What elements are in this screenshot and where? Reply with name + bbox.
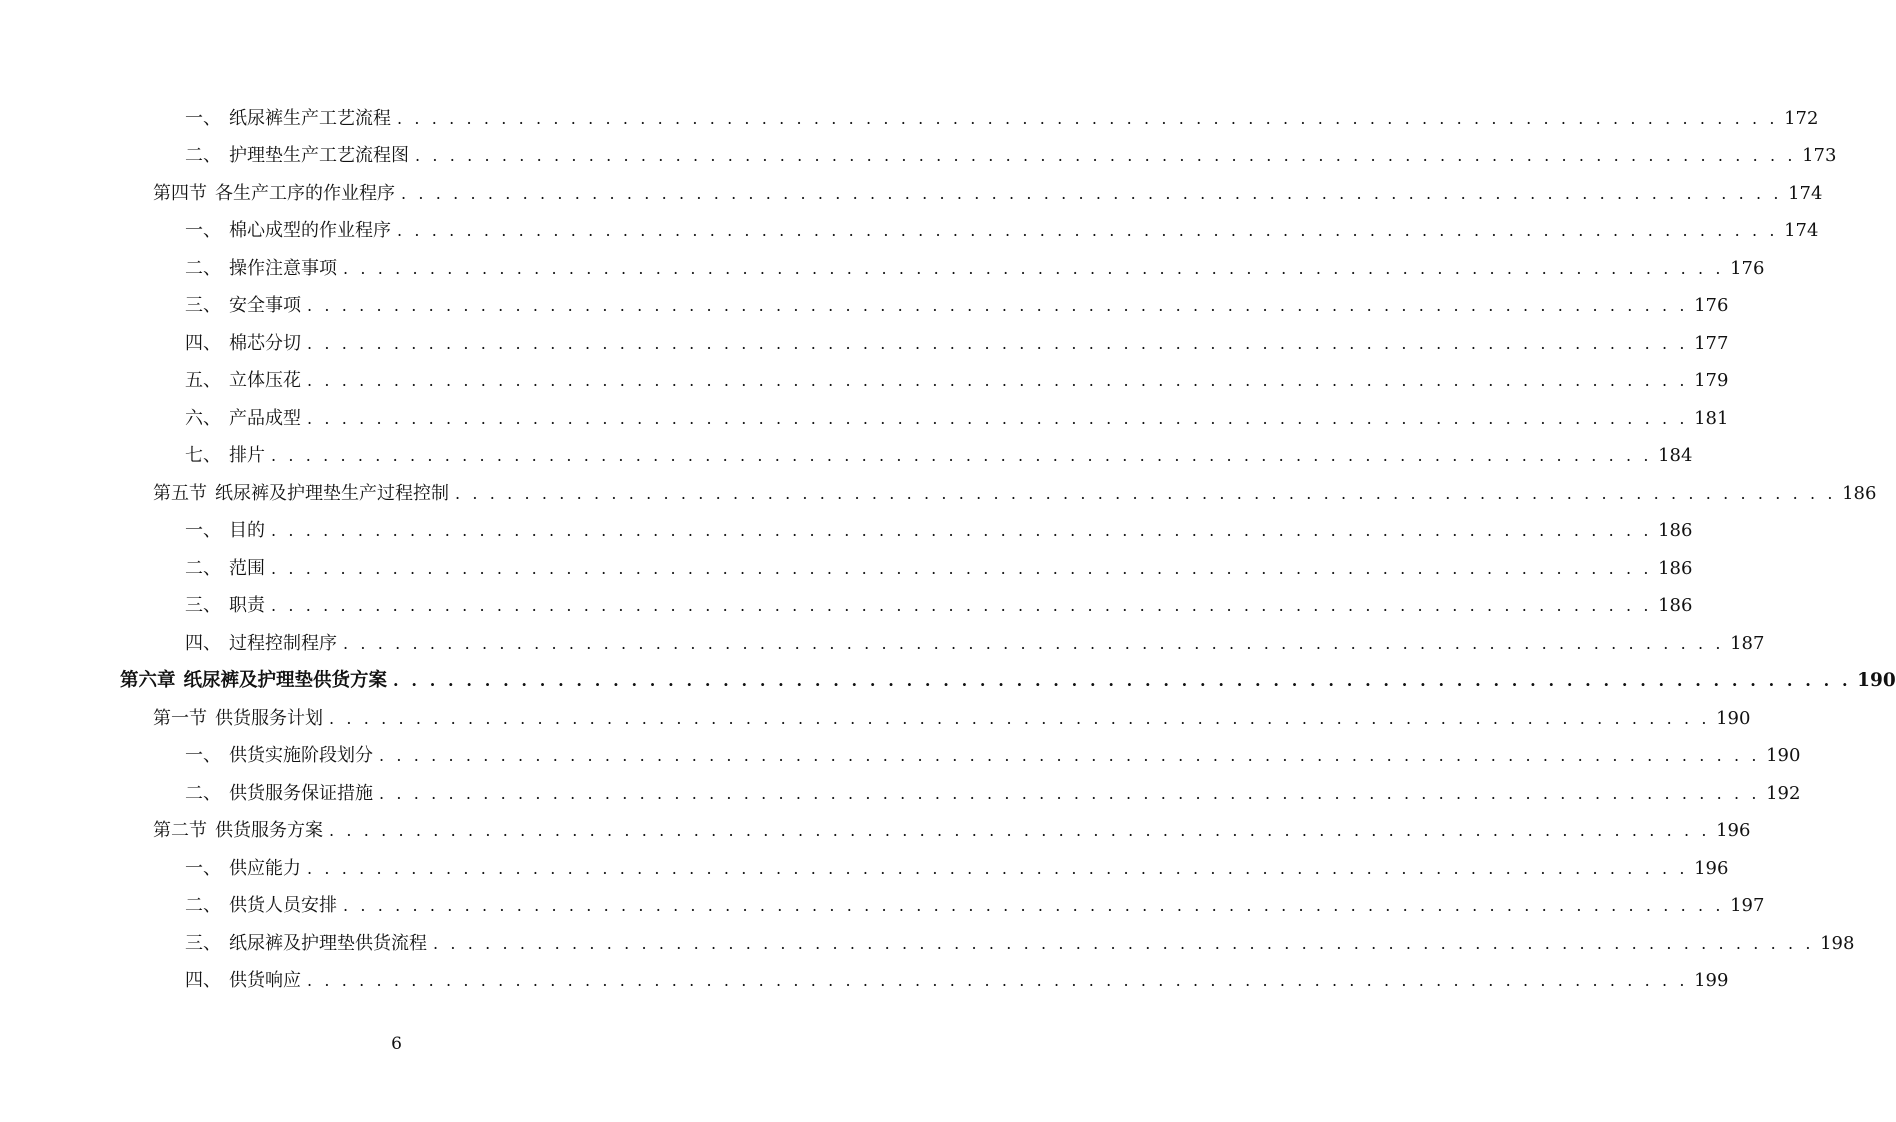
toc-dot-leader: . . . . . . . . . . . . . . . . . . . . . . . . . . . . . . . . . . . . . . . . . . . . . . . . . . . . . . . . . . . . . . . . . . . . . . . . . . . . . . . . bbox=[271, 596, 1653, 616]
toc-entry-title bbox=[185, 895, 337, 917]
toc-entry-title bbox=[185, 333, 301, 355]
toc-entry-prefix: 七、 bbox=[185, 445, 221, 467]
toc-entry-level2[interactable] bbox=[0, 475, 1877, 513]
toc-dot-leader: . . . . . . . . . . . . . . . . . . . . . . . . . . . . . . . . . . . . . . . . . . . . . . . . . . . . . . . . . . . . . . . . . . . . . . . . . . . . . . . . bbox=[271, 446, 1653, 466]
toc-entry-title bbox=[153, 483, 449, 505]
toc-entry-page: 187 bbox=[1730, 632, 1765, 654]
toc-entry-level3[interactable] bbox=[0, 963, 1729, 1001]
toc-entry-text: 过程控制程序 bbox=[229, 632, 337, 654]
toc-entry-title bbox=[185, 595, 265, 617]
toc-dot-leader: . . . . . . . . . . . . . . . . . . . . . . . . . . . . . . . . . . . . . . . . . . . . . . . . . . . . . . . . . . . . . . . . . . . . . . . . . . . . . . . . bbox=[329, 708, 1711, 728]
toc-entry-text: 供应能力 bbox=[229, 857, 301, 879]
toc-entry-page: 186 bbox=[1658, 520, 1693, 542]
toc-entry-prefix: 一、 bbox=[185, 745, 221, 767]
table-of-contents bbox=[0, 100, 1896, 1000]
toc-entry-level3[interactable] bbox=[0, 250, 1765, 288]
toc-dot-leader: . . . . . . . . . . . . . . . . . . . . . . . . . . . . . . . . . . . . . . . . . . . . . . . . . . . . . . . . . . . . . . . . . . . . . . . . . . . . . . . . bbox=[271, 558, 1653, 578]
toc-entry-prefix: 第二节 bbox=[153, 820, 207, 842]
toc-entry-prefix: 二、 bbox=[185, 145, 221, 167]
toc-entry-title bbox=[185, 145, 409, 167]
toc-entry-text: 安全事项 bbox=[229, 295, 301, 317]
toc-entry-page: 186 bbox=[1658, 557, 1693, 579]
toc-entry-title bbox=[185, 970, 301, 992]
toc-entry-page: 190 bbox=[1857, 670, 1896, 692]
toc-entry-title bbox=[185, 558, 265, 580]
toc-entry-level3[interactable] bbox=[0, 588, 1693, 626]
toc-entry-title bbox=[185, 783, 373, 805]
toc-entry-title bbox=[185, 295, 301, 317]
toc-entry-text: 职责 bbox=[229, 595, 265, 617]
toc-dot-leader: . . . . . . . . . . . . . . . . . . . . . . . . . . . . . . . . . . . . . . . . . . . . . . . . . . . . . . . . . . . . . . . . . . . . . . . . . . . . . . . . bbox=[393, 671, 1852, 691]
toc-entry-prefix: 六、 bbox=[185, 407, 221, 429]
toc-dot-leader: . . . . . . . . . . . . . . . . . . . . . . . . . . . . . . . . . . . . . . . . . . . . . . . . . . . . . . . . . . . . . . . . . . . . . . . . . . . . . . . . bbox=[307, 971, 1689, 991]
toc-dot-leader: . . . . . . . . . . . . . . . . . . . . . . . . . . . . . . . . . . . . . . . . . . . . . . . . . . . . . . . . . . . . . . . . . . . . . . . . . . . . . . . . bbox=[415, 146, 1797, 166]
toc-entry-level3[interactable] bbox=[0, 625, 1765, 663]
toc-entry-prefix: 一、 bbox=[185, 520, 221, 542]
toc-entry-title bbox=[185, 220, 391, 242]
toc-entry-page: 190 bbox=[1766, 745, 1801, 767]
toc-entry-prefix: 四、 bbox=[185, 332, 221, 354]
toc-entry-page: 177 bbox=[1694, 332, 1729, 354]
toc-entry-title bbox=[185, 408, 301, 430]
toc-entry-page: 197 bbox=[1730, 895, 1765, 917]
toc-entry-level3[interactable] bbox=[0, 363, 1729, 401]
toc-entry-page: 186 bbox=[1658, 595, 1693, 617]
toc-entry-prefix: 三、 bbox=[185, 932, 221, 954]
toc-dot-leader: . . . . . . . . . . . . . . . . . . . . . . . . . . . . . . . . . . . . . . . . . . . . . . . . . . . . . . . . . . . . . . . . . . . . . . . . . . . . . . . . bbox=[307, 408, 1689, 428]
toc-dot-leader: . . . . . . . . . . . . . . . . . . . . . . . . . . . . . . . . . . . . . . . . . . . . . . . . . . . . . . . . . . . . . . . . . . . . . . . . . . . . . . . . bbox=[455, 483, 1837, 503]
toc-entry-level3[interactable] bbox=[0, 100, 1819, 138]
toc-entry-text: 纸尿裤生产工艺流程 bbox=[229, 107, 391, 129]
toc-entry-title bbox=[185, 745, 373, 767]
toc-entry-text: 纸尿裤及护理垫供货流程 bbox=[229, 932, 427, 954]
toc-entry-level3[interactable] bbox=[0, 288, 1729, 326]
toc-dot-leader: . . . . . . . . . . . . . . . . . . . . . . . . . . . . . . . . . . . . . . . . . . . . . . . . . . . . . . . . . . . . . . . . . . . . . . . . . . . . . . . . bbox=[307, 296, 1689, 316]
toc-dot-leader: . . . . . . . . . . . . . . . . . . . . . . . . . . . . . . . . . . . . . . . . . . . . . . . . . . . . . . . . . . . . . . . . . . . . . . . . . . . . . . . . bbox=[307, 858, 1689, 878]
toc-entry-text: 目的 bbox=[229, 520, 265, 542]
toc-entry-level3[interactable] bbox=[0, 400, 1729, 438]
toc-entry-prefix: 第一节 bbox=[153, 707, 207, 729]
toc-entry-prefix: 第六章 bbox=[120, 670, 176, 692]
toc-entry-level3[interactable] bbox=[0, 888, 1765, 926]
toc-entry-level3[interactable] bbox=[0, 738, 1801, 776]
toc-entry-page: 190 bbox=[1716, 707, 1751, 729]
toc-entry-text: 供货服务计划 bbox=[215, 707, 323, 729]
toc-entry-level3[interactable] bbox=[0, 438, 1693, 476]
toc-entry-prefix: 三、 bbox=[185, 295, 221, 317]
toc-entry-page: 181 bbox=[1694, 407, 1729, 429]
toc-entry-level1[interactable] bbox=[0, 663, 1896, 701]
toc-entry-text: 供货服务方案 bbox=[215, 820, 323, 842]
toc-entry-title bbox=[185, 108, 391, 130]
toc-entry-title bbox=[153, 820, 323, 842]
toc-entry-text: 产品成型 bbox=[229, 407, 301, 429]
toc-entry-page: 196 bbox=[1716, 820, 1751, 842]
toc-entry-level3[interactable] bbox=[0, 775, 1801, 813]
toc-entry-text: 护理垫生产工艺流程图 bbox=[229, 145, 409, 167]
toc-entry-title bbox=[153, 708, 323, 730]
toc-entry-title bbox=[185, 258, 337, 280]
toc-entry-prefix: 一、 bbox=[185, 107, 221, 129]
toc-entry-text: 排片 bbox=[229, 445, 265, 467]
toc-entry-level2[interactable] bbox=[0, 700, 1751, 738]
toc-dot-leader: . . . . . . . . . . . . . . . . . . . . . . . . . . . . . . . . . . . . . . . . . . . . . . . . . . . . . . . . . . . . . . . . . . . . . . . . . . . . . . . . bbox=[307, 371, 1689, 391]
toc-entry-prefix: 二、 bbox=[185, 782, 221, 804]
toc-dot-leader: . . . . . . . . . . . . . . . . . . . . . . . . . . . . . . . . . . . . . . . . . . . . . . . . . . . . . . . . . . . . . . . . . . . . . . . . . . . . . . . . bbox=[397, 108, 1779, 128]
toc-entry-text: 供货响应 bbox=[229, 970, 301, 992]
toc-entry-title bbox=[185, 520, 265, 542]
toc-entry-prefix: 第四节 bbox=[153, 182, 207, 204]
toc-entry-prefix: 一、 bbox=[185, 857, 221, 879]
toc-entry-level3[interactable] bbox=[0, 138, 1837, 176]
toc-entry-prefix: 三、 bbox=[185, 595, 221, 617]
toc-entry-page: 198 bbox=[1820, 932, 1855, 954]
toc-entry-level3[interactable] bbox=[0, 513, 1693, 551]
toc-entry-page: 196 bbox=[1694, 857, 1729, 879]
toc-entry-page: 172 bbox=[1784, 107, 1819, 129]
toc-entry-level3[interactable] bbox=[0, 213, 1819, 251]
toc-entry-page: 184 bbox=[1658, 445, 1693, 467]
toc-dot-leader: . . . . . . . . . . . . . . . . . . . . . . . . . . . . . . . . . . . . . . . . . . . . . . . . . . . . . . . . . . . . . . . . . . . . . . . . . . . . . . . . bbox=[433, 933, 1815, 953]
toc-entry-title bbox=[153, 183, 395, 205]
toc-dot-leader: . . . . . . . . . . . . . . . . . . . . . . . . . . . . . . . . . . . . . . . . . . . . . . . . . . . . . . . . . . . . . . . . . . . . . . . . . . . . . . . . bbox=[329, 821, 1711, 841]
toc-dot-leader: . . . . . . . . . . . . . . . . . . . . . . . . . . . . . . . . . . . . . . . . . . . . . . . . . . . . . . . . . . . . . . . . . . . . . . . . . . . . . . . . bbox=[271, 521, 1653, 541]
toc-dot-leader: . . . . . . . . . . . . . . . . . . . . . . . . . . . . . . . . . . . . . . . . . . . . . . . . . . . . . . . . . . . . . . . . . . . . . . . . . . . . . . . . bbox=[401, 183, 1783, 203]
toc-entry-text: 棉心成型的作业程序 bbox=[229, 220, 391, 242]
toc-entry-text: 供货服务保证措施 bbox=[229, 782, 373, 804]
toc-dot-leader: . . . . . . . . . . . . . . . . . . . . . . . . . . . . . . . . . . . . . . . . . . . . . . . . . . . . . . . . . . . . . . . . . . . . . . . . . . . . . . . . bbox=[397, 221, 1779, 241]
toc-entry-level2[interactable] bbox=[0, 175, 1823, 213]
toc-entry-level3[interactable] bbox=[0, 850, 1729, 888]
toc-entry-prefix: 二、 bbox=[185, 895, 221, 917]
toc-entry-page: 199 bbox=[1694, 970, 1729, 992]
toc-entry-text: 供货实施阶段划分 bbox=[229, 745, 373, 767]
toc-entry-text: 操作注意事项 bbox=[229, 257, 337, 279]
toc-entry-page: 186 bbox=[1842, 482, 1877, 504]
toc-entry-title bbox=[185, 933, 427, 955]
toc-entry-text: 纸尿裤及护理垫生产过程控制 bbox=[215, 482, 449, 504]
toc-entry-prefix: 四、 bbox=[185, 632, 221, 654]
toc-entry-page: 192 bbox=[1766, 782, 1801, 804]
toc-entry-title bbox=[185, 370, 301, 392]
toc-dot-leader: . . . . . . . . . . . . . . . . . . . . . . . . . . . . . . . . . . . . . . . . . . . . . . . . . . . . . . . . . . . . . . . . . . . . . . . . . . . . . . . . bbox=[379, 746, 1761, 766]
toc-entry-prefix: 二、 bbox=[185, 257, 221, 279]
toc-entry-text: 各生产工序的作业程序 bbox=[215, 182, 395, 204]
toc-entry-page: 174 bbox=[1788, 182, 1823, 204]
toc-dot-leader: . . . . . . . . . . . . . . . . . . . . . . . . . . . . . . . . . . . . . . . . . . . . . . . . . . . . . . . . . . . . . . . . . . . . . . . . . . . . . . . . bbox=[343, 258, 1725, 278]
toc-entry-text: 立体压花 bbox=[229, 370, 301, 392]
toc-dot-leader: . . . . . . . . . . . . . . . . . . . . . . . . . . . . . . . . . . . . . . . . . . . . . . . . . . . . . . . . . . . . . . . . . . . . . . . . . . . . . . . . bbox=[343, 896, 1725, 916]
toc-dot-leader: . . . . . . . . . . . . . . . . . . . . . . . . . . . . . . . . . . . . . . . . . . . . . . . . . . . . . . . . . . . . . . . . . . . . . . . . . . . . . . . . bbox=[343, 633, 1725, 653]
toc-entry-page: 173 bbox=[1802, 145, 1837, 167]
toc-entry-level3[interactable] bbox=[0, 925, 1855, 963]
toc-entry-page: 179 bbox=[1694, 370, 1729, 392]
toc-entry-title bbox=[120, 670, 387, 692]
toc-entry-title bbox=[185, 445, 265, 467]
toc-entry-level3[interactable] bbox=[0, 325, 1729, 363]
page-number: 6 bbox=[391, 1034, 402, 1054]
toc-entry-prefix: 第五节 bbox=[153, 482, 207, 504]
toc-entry-page: 176 bbox=[1694, 295, 1729, 317]
toc-entry-text: 纸尿裤及护理垫供货方案 bbox=[183, 670, 388, 692]
toc-entry-page: 174 bbox=[1784, 220, 1819, 242]
toc-entry-text: 供货人员安排 bbox=[229, 895, 337, 917]
toc-entry-level3[interactable] bbox=[0, 550, 1693, 588]
toc-dot-leader: . . . . . . . . . . . . . . . . . . . . . . . . . . . . . . . . . . . . . . . . . . . . . . . . . . . . . . . . . . . . . . . . . . . . . . . . . . . . . . . . bbox=[307, 333, 1689, 353]
toc-entry-level2[interactable] bbox=[0, 813, 1751, 851]
toc-entry-prefix: 五、 bbox=[185, 370, 221, 392]
toc-entry-title bbox=[185, 858, 301, 880]
toc-entry-page: 176 bbox=[1730, 257, 1765, 279]
toc-entry-text: 棉芯分切 bbox=[229, 332, 301, 354]
toc-dot-leader: . . . . . . . . . . . . . . . . . . . . . . . . . . . . . . . . . . . . . . . . . . . . . . . . . . . . . . . . . . . . . . . . . . . . . . . . . . . . . . . . bbox=[379, 783, 1761, 803]
toc-entry-title bbox=[185, 633, 337, 655]
toc-entry-prefix: 四、 bbox=[185, 970, 221, 992]
toc-entry-prefix: 一、 bbox=[185, 220, 221, 242]
toc-entry-text: 范围 bbox=[229, 557, 265, 579]
toc-entry-prefix: 二、 bbox=[185, 557, 221, 579]
